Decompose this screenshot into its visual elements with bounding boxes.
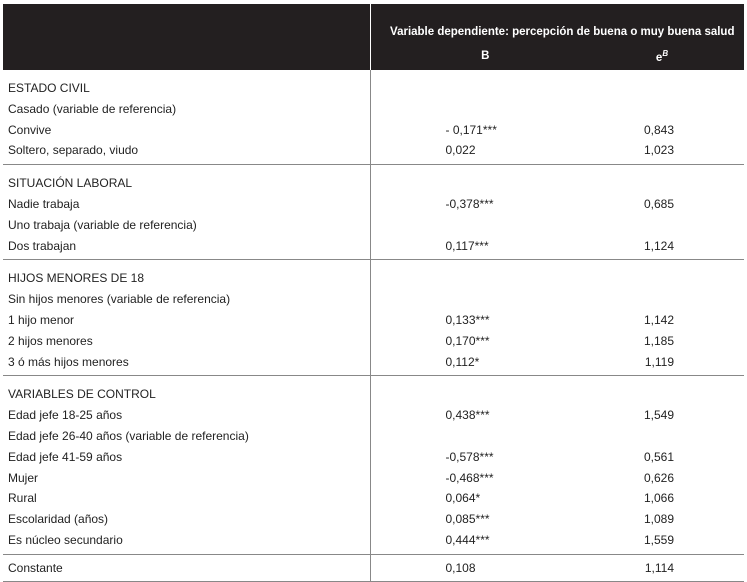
row-label: Edad jefe 26-40 años (variable de referencia) — [3, 426, 370, 447]
exp-b-cell: 0,685 — [643, 196, 675, 211]
row-label: Dos trabajan — [3, 236, 370, 260]
table-row — [3, 352, 744, 376]
coef-b-cell: 0,022 — [370, 140, 560, 164]
table-row — [3, 331, 744, 352]
coef-b-cell: -0,468*** — [445, 470, 494, 485]
exp-b-cell — [560, 260, 744, 289]
exp-b-cell — [560, 426, 744, 447]
section-title-row — [3, 260, 744, 289]
row-label: Mujer — [3, 468, 370, 489]
column-b-header: B — [370, 42, 560, 70]
coef-b-cell — [370, 376, 560, 405]
coef-b-cell: 0,170*** — [445, 333, 490, 348]
table-row — [3, 236, 744, 260]
row-label: Edad jefe 41-59 años — [3, 447, 370, 468]
exp-b-cell: 1,142 — [643, 312, 675, 327]
exp-b-cell: 1,114 — [560, 554, 744, 581]
row-label: Rural — [3, 488, 370, 509]
section-title-row — [3, 376, 744, 405]
exp-b-cell — [560, 99, 744, 120]
constant-row — [3, 554, 744, 581]
row-label: Constante — [3, 554, 370, 581]
coef-b-cell: 0,117*** — [370, 236, 560, 260]
coef-b-cell: 0,133*** — [445, 312, 490, 327]
column-exp-b-superscript: B — [662, 48, 669, 58]
row-label: Casado (variable de referencia) — [3, 99, 370, 120]
exp-b-cell: 1,124 — [560, 236, 744, 260]
table-body — [3, 70, 744, 581]
row-label: Uno trabaja (variable de referencia) — [3, 215, 370, 236]
table-row — [3, 488, 744, 509]
table-row — [3, 194, 744, 215]
table-row — [3, 120, 744, 141]
row-label: Convive — [3, 120, 370, 141]
coef-b-cell: 0,064* — [445, 491, 481, 506]
row-label: 1 hijo menor — [3, 310, 370, 331]
exp-b-cell — [560, 289, 744, 310]
row-label: SITUACIÓN LABORAL — [3, 165, 370, 194]
exp-b-cell: 1,185 — [643, 333, 675, 348]
row-label: Escolaridad (años) — [3, 509, 370, 530]
section-title-row — [3, 165, 744, 194]
exp-b-cell — [560, 165, 744, 194]
table-row — [3, 426, 744, 447]
coef-b-cell: -0,578*** — [445, 449, 494, 464]
coef-b-cell — [370, 70, 560, 99]
table-row — [3, 405, 744, 426]
exp-b-cell: 1,089 — [643, 512, 675, 527]
exp-b-cell — [560, 70, 744, 99]
section-title-row — [3, 70, 744, 99]
column-exp-b-header — [560, 42, 744, 70]
coef-b-cell: - 0,171*** — [445, 122, 497, 137]
table-header — [3, 4, 744, 70]
exp-b-cell: 1,023 — [560, 140, 744, 164]
exp-b-cell: 1,549 — [643, 408, 675, 423]
exp-b-cell — [560, 376, 744, 405]
row-label: Sin hijos menores (variable de referencia) — [3, 289, 370, 310]
row-label: Es núcleo secundario — [3, 530, 370, 554]
table-row — [3, 509, 744, 530]
coef-b-cell — [370, 99, 560, 120]
table-row — [3, 140, 744, 164]
table-row — [3, 215, 744, 236]
exp-b-cell: 1,119 — [560, 352, 744, 376]
coef-b-cell: 0,112* — [370, 352, 560, 376]
coef-b-cell: 0,085*** — [445, 512, 490, 527]
coef-b-cell — [370, 426, 560, 447]
exp-b-cell: 0,843 — [643, 122, 675, 137]
coef-b-cell — [370, 289, 560, 310]
row-label: Soltero, separado, viudo — [3, 140, 370, 164]
row-label: HIJOS MENORES DE 18 — [3, 260, 370, 289]
row-label: Nadie trabaja — [3, 194, 370, 215]
table-row — [3, 99, 744, 120]
coef-b-cell: 0,438*** — [445, 408, 490, 423]
dependent-variable-title: Variable dependiente: percepción de buena o muy buena salud — [370, 4, 744, 42]
coef-b-cell: -0,378*** — [445, 196, 494, 211]
exp-b-cell: 0,626 — [643, 470, 675, 485]
row-label: ESTADO CIVIL — [3, 70, 370, 99]
exp-b-cell — [560, 215, 744, 236]
coef-b-cell: 0,444*** — [370, 530, 560, 554]
exp-b-cell: 0,561 — [643, 449, 675, 464]
table-row — [3, 447, 744, 468]
table-row — [3, 310, 744, 331]
coef-b-cell — [370, 260, 560, 289]
column-exp-b-base: e — [655, 51, 663, 64]
table-row — [3, 468, 744, 489]
header-blank-cell — [3, 4, 370, 70]
row-label: 2 hijos menores — [3, 331, 370, 352]
row-label: VARIABLES DE CONTROL — [3, 376, 370, 405]
coef-b-cell: 0,108 — [370, 554, 560, 581]
table-row — [3, 289, 744, 310]
coef-b-cell — [370, 165, 560, 194]
table-row — [3, 530, 744, 554]
exp-b-cell: 1,066 — [643, 491, 675, 506]
regression-table — [3, 4, 744, 582]
row-label: 3 ó más hijos menores — [3, 352, 370, 376]
row-label: Edad jefe 18-25 años — [3, 405, 370, 426]
coef-b-cell — [370, 215, 560, 236]
exp-b-cell: 1,559 — [560, 530, 744, 554]
